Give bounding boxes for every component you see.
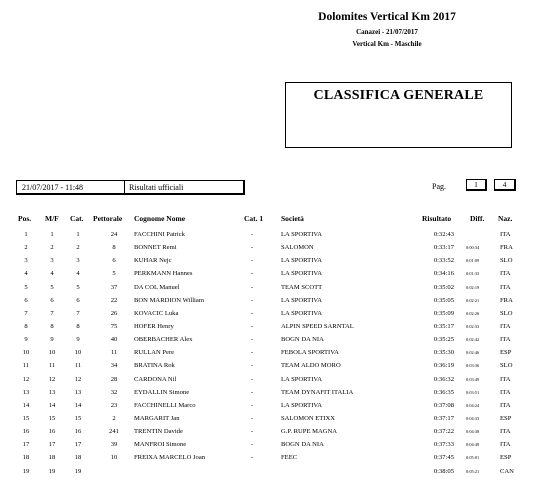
cell-cat1: - <box>250 362 254 370</box>
cell-cat1: - <box>250 454 254 462</box>
cell-pos: 2 <box>24 244 28 252</box>
cell-cat1: - <box>250 349 254 357</box>
cell-cat1: - <box>250 336 254 344</box>
cell-club: FEBOLA SPORTIVA <box>281 349 339 357</box>
cell-result: 0:36:19 <box>433 362 454 370</box>
col-risultato: Risultato <box>422 214 452 223</box>
table-row <box>0 297 534 310</box>
cell-pos: 10 <box>22 349 30 357</box>
cell-mf: 1 <box>50 231 54 238</box>
status-label: Risultati ufficiali <box>129 183 184 192</box>
cell-pettorale: 23 <box>110 401 118 409</box>
cell-pettorale: 28 <box>110 375 118 383</box>
cell-cat: 12 <box>74 375 82 383</box>
cell-mf: 18 <box>48 454 56 462</box>
cell-cat: 7 <box>76 309 80 317</box>
cell-mf: 11 <box>48 362 56 370</box>
cell-club: LA SPORTIVA <box>281 231 323 238</box>
col-pettorale: Pettorale <box>93 214 123 223</box>
cell-naz: SLO <box>500 257 513 265</box>
cell-pettorale: 11 <box>110 349 118 357</box>
cell-mf: 8 <box>50 322 54 330</box>
cell-result: 0:37:22 <box>433 428 454 436</box>
cell-pettorale: 75 <box>110 322 118 330</box>
cell-cat1: - <box>250 322 254 330</box>
cell-pos: 5 <box>24 283 28 291</box>
cell-diff: 0:05:01 <box>466 455 480 461</box>
cell-result: 0:36:32 <box>433 375 454 383</box>
cell-cat: 8 <box>76 322 80 330</box>
cell-pettorale: 241 <box>109 428 119 436</box>
status-divider <box>124 180 125 195</box>
cell-name: KOVACIC Luka <box>134 309 179 317</box>
cell-mf: 15 <box>48 414 56 422</box>
cell-cat: 10 <box>74 349 82 357</box>
cell-result: 0:33:17 <box>433 244 454 252</box>
cell-club: BOGN DA NIA <box>281 336 324 344</box>
cell-result: 0:37:17 <box>433 414 454 422</box>
col-pos: Pos. <box>18 214 32 223</box>
cell-pettorale: 2 <box>112 414 116 422</box>
cell-naz: ITA <box>500 375 511 383</box>
cell-result: 0:35:05 <box>433 296 454 304</box>
status-box <box>16 180 245 195</box>
cell-mf: 13 <box>48 388 56 396</box>
cell-club: G.P. RUPE MAGNA <box>281 428 338 436</box>
cell-result: 0:35:25 <box>433 336 454 344</box>
event-category: Vertical Km - Maschile <box>352 40 422 48</box>
cell-mf: 12 <box>48 375 56 383</box>
cell-name: FACCHINELLI Marco <box>134 401 196 409</box>
cell-name: TRENTIN Davide <box>134 428 183 436</box>
cell-name: BONNET Remi <box>134 244 177 252</box>
cell-cat: 13 <box>74 388 82 396</box>
cell-name: RULLAN Pere <box>134 349 175 357</box>
cell-mf: 7 <box>50 309 54 317</box>
cell-cat: 9 <box>76 336 80 344</box>
table-row <box>0 389 534 402</box>
col-naz: Naz. <box>498 214 513 223</box>
col-nome: Cognome Nome <box>134 214 186 223</box>
cell-cat1: - <box>250 414 254 422</box>
table-row <box>0 323 534 336</box>
cell-cat: 5 <box>76 283 80 291</box>
table-row <box>0 231 534 244</box>
table-row <box>0 362 534 375</box>
cell-mf: 6 <box>50 296 54 304</box>
classifica-box <box>285 82 512 148</box>
table-row <box>0 270 534 283</box>
cell-diff: 0:01:33 <box>466 271 480 277</box>
cell-result: 0:37:08 <box>433 401 454 409</box>
cell-diff: 0:03:49 <box>466 376 480 382</box>
cell-pos: 9 <box>24 336 28 344</box>
cell-club: SALOMON ETIXX <box>281 414 336 422</box>
cell-pos: 3 <box>24 257 28 265</box>
cell-club: LA SPORTIVA <box>281 270 323 278</box>
cell-cat1: - <box>250 270 254 278</box>
cell-mf: 4 <box>50 270 54 278</box>
cell-naz: SLO <box>500 309 513 317</box>
cell-club: FEEC <box>281 454 298 462</box>
cell-naz: ESP <box>500 349 512 357</box>
cell-diff: 0:01:09 <box>466 258 480 264</box>
cell-name: FACCHINI Patrick <box>134 231 185 238</box>
cell-naz: ITA <box>500 388 511 396</box>
cell-club: TEAM DYNAFIT ITALIA <box>281 388 354 396</box>
cell-cat1: - <box>250 283 254 291</box>
cell-naz: ITA <box>500 441 511 449</box>
cell-diff: 0:02:33 <box>466 323 480 329</box>
cell-cat1: - <box>250 244 254 252</box>
cell-diff: 0:02:26 <box>466 310 480 316</box>
table-row <box>0 284 534 297</box>
results-table-body <box>0 231 534 481</box>
cell-result: 0:37:33 <box>433 441 454 449</box>
cell-naz: ITA <box>500 336 511 344</box>
cell-pos: 18 <box>22 454 30 462</box>
cell-name: MANFROI Simone <box>134 441 187 449</box>
cell-pos: 19 <box>22 467 30 475</box>
cell-cat1: - <box>250 257 254 265</box>
cell-cat: 11 <box>74 362 82 370</box>
pagination-current[interactable]: 1 <box>466 179 487 191</box>
cell-cat: 19 <box>74 467 82 475</box>
cell-pos: 7 <box>24 309 28 317</box>
cell-mf: 10 <box>48 349 56 357</box>
cell-pettorale: 26 <box>110 309 118 317</box>
cell-pos: 4 <box>24 270 28 278</box>
cell-naz: ITA <box>500 322 511 330</box>
table-row <box>0 376 534 389</box>
cell-cat: 18 <box>74 454 82 462</box>
cell-diff: 0:04:49 <box>466 442 480 448</box>
cell-pettorale: 5 <box>112 270 116 278</box>
cell-name: PERKMANN Hannes <box>134 270 193 278</box>
pagination-total[interactable]: 4 <box>494 179 516 191</box>
cell-club: ALPIN SPEED SARNTAL <box>281 322 354 330</box>
cell-cat1: - <box>250 296 254 304</box>
col-mf: M/F <box>45 214 59 223</box>
cell-pos: 6 <box>24 296 28 304</box>
cell-club: LA SPORTIVA <box>281 401 323 409</box>
cell-mf: 14 <box>48 401 56 409</box>
cell-club: LA SPORTIVA <box>281 375 323 383</box>
cell-result: 0:38:05 <box>433 467 454 475</box>
cell-result: 0:33:52 <box>433 257 454 265</box>
cell-pos: 14 <box>22 401 30 409</box>
table-row <box>0 468 534 481</box>
cell-naz: CAN <box>500 467 514 475</box>
cell-cat: 15 <box>74 414 82 422</box>
cell-pos: 17 <box>22 441 30 449</box>
cell-naz: FRA <box>500 244 513 252</box>
cell-mf: 16 <box>48 428 56 436</box>
cell-naz: ITA <box>500 428 511 436</box>
cell-mf: 17 <box>48 441 56 449</box>
cell-cat1: - <box>250 375 254 383</box>
table-row <box>0 310 534 323</box>
cell-naz: ITA <box>500 231 511 238</box>
cell-pos: 16 <box>22 428 30 436</box>
pagination-label: Pag. <box>432 182 446 191</box>
ranking-title: CLASSIFICA GENERALE <box>313 88 484 103</box>
cell-pettorale: 34 <box>110 362 118 370</box>
cell-cat: 6 <box>76 296 80 304</box>
cell-cat: 14 <box>74 401 82 409</box>
cell-club: SALOMON <box>281 244 314 252</box>
cell-pettorale: 39 <box>110 441 118 449</box>
cell-pettorale: 22 <box>110 296 118 304</box>
cell-diff: 0:03:36 <box>466 363 480 369</box>
cell-pos: 15 <box>22 414 30 422</box>
status-datetime: 21/07/2017 - 11:48 <box>22 183 84 192</box>
cell-cat: 2 <box>76 244 80 252</box>
cell-naz: ESP <box>500 454 512 462</box>
col-diff: Diff. <box>470 214 485 223</box>
cell-cat1: - <box>250 428 254 436</box>
cell-name: OBERBACHER Alex <box>134 336 193 344</box>
cell-name: DA COL Manuel <box>134 283 180 291</box>
cell-naz: ESP <box>500 414 512 422</box>
cell-result: 0:35:09 <box>433 309 454 317</box>
cell-diff: 0:05:21 <box>466 468 480 474</box>
cell-cat1: - <box>250 441 254 449</box>
cell-name: BON MARDION William <box>134 296 204 304</box>
cell-club: TEAM ALDO MORO <box>281 362 341 370</box>
cell-naz: ITA <box>500 283 511 291</box>
cell-name: EYDALLIN Simone <box>134 388 190 396</box>
cell-pettorale: 37 <box>110 283 118 291</box>
cell-cat: 4 <box>76 270 80 278</box>
table-row <box>0 257 534 270</box>
cell-cat1: - <box>250 401 254 409</box>
cell-pettorale: 6 <box>112 257 116 265</box>
event-place-date: Canazei - 21/07/2017 <box>356 28 418 36</box>
cell-cat1: - <box>250 309 254 317</box>
cell-result: 0:35:30 <box>433 349 454 357</box>
cell-name: HOFER Henry <box>134 322 174 330</box>
cell-diff: 0:02:19 <box>466 284 480 290</box>
cell-naz: ITA <box>500 401 511 409</box>
cell-name: CARDONA Nil <box>134 375 177 383</box>
cell-diff: 0:00:34 <box>466 245 480 251</box>
cell-pettorale: 32 <box>110 388 118 396</box>
table-row <box>0 349 534 362</box>
table-row <box>0 428 534 441</box>
table-row <box>0 336 534 349</box>
event-title: Dolomites Vertical Km 2017 <box>318 11 456 23</box>
cell-club: LA SPORTIVA <box>281 296 323 304</box>
table-row <box>0 244 534 257</box>
col-cat1: Cat. 1 <box>244 214 264 223</box>
cell-result: 0:35:17 <box>433 322 454 330</box>
cell-pettorale: 24 <box>110 231 118 238</box>
cell-pettorale: 40 <box>110 336 118 344</box>
cell-club: LA SPORTIVA <box>281 257 323 265</box>
cell-club: LA SPORTIVA <box>281 309 323 317</box>
cell-result: 0:36:35 <box>433 388 454 396</box>
table-row <box>0 415 534 428</box>
cell-result: 0:35:02 <box>433 283 454 291</box>
cell-cat1: - <box>250 231 254 238</box>
cell-mf: 9 <box>50 336 54 344</box>
cell-diff: 0:02:46 <box>466 350 480 356</box>
cell-mf: 5 <box>50 283 54 291</box>
table-row <box>0 402 534 415</box>
cell-naz: FRA <box>500 296 513 304</box>
table-row <box>0 441 534 454</box>
cell-name: BRATINA Rok <box>134 362 175 370</box>
cell-diff: 0:04:24 <box>466 402 480 408</box>
cell-pos: 12 <box>22 375 30 383</box>
table-row <box>0 454 534 467</box>
cell-result: 0:32:43 <box>433 231 454 238</box>
cell-diff: 0:04:33 <box>466 415 480 421</box>
cell-diff: 0:02:42 <box>466 337 480 343</box>
cell-pettorale: 10 <box>110 454 118 462</box>
cell-mf: 2 <box>50 244 54 252</box>
cell-mf: 3 <box>50 257 54 265</box>
cell-cat: 16 <box>74 428 82 436</box>
col-societa: Società <box>281 214 304 223</box>
cell-club: BOGN DA NIA <box>281 441 324 449</box>
cell-diff: 0:03:51 <box>466 389 480 395</box>
cell-name: KUHAR Nejc <box>134 257 172 265</box>
cell-cat: 3 <box>76 257 80 265</box>
col-cat: Cat. <box>70 214 84 223</box>
cell-naz: ITA <box>500 270 511 278</box>
cell-pos: 1 <box>24 231 28 238</box>
cell-pos: 13 <box>22 388 30 396</box>
cell-naz: SLO <box>500 362 513 370</box>
cell-club: TEAM SCOTT <box>281 283 323 291</box>
cell-name: MARGARIT Jan <box>134 414 180 422</box>
cell-pettorale: 8 <box>112 244 116 252</box>
cell-result: 0:34:16 <box>433 270 454 278</box>
cell-pos: 8 <box>24 322 28 330</box>
cell-cat: 1 <box>76 231 80 238</box>
cell-mf: 19 <box>48 467 56 475</box>
cell-name: FREIXA MARCELO Joan <box>134 454 206 462</box>
cell-cat1: - <box>250 388 254 396</box>
cell-result: 0:37:45 <box>433 454 454 462</box>
cell-diff: 0:02:21 <box>466 297 480 303</box>
cell-cat: 17 <box>74 441 82 449</box>
cell-pos: 11 <box>22 362 30 370</box>
cell-diff: 0:04:38 <box>466 429 480 435</box>
